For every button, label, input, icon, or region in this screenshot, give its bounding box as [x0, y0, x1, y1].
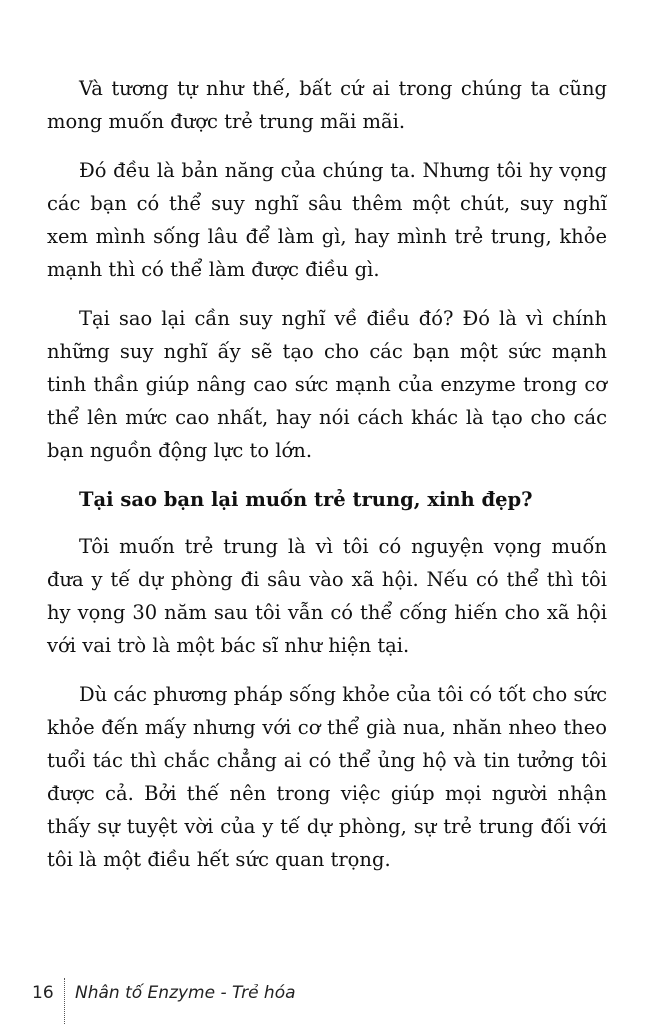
book-title: Nhân tố Enzyme - Trẻ hóa — [75, 983, 296, 1003]
paragraph-5: Dù các phương pháp sống khỏe của tôi có tốt cho sức khỏe đến mấy nhưng với cơ thể già nua, nhăn nheo theo tuổi tác thì chắc chẳng ai có thể ủng hộ và tin tưởng tôi được cả. Bởi thế nên trong việc giúp mọi người nhận thấy sự tuyệt vời của y tế dự phòng, sự trẻ trung đối với tôi là một điều hết sức quan trọng. — [47, 683, 607, 871]
paragraph-3: Tại sao lại cần suy nghĩ về điều đó? Đó là vì chính những suy nghĩ ấy sẽ tạo cho các bạn một sức mạnh tinh thần giúp nâng cao sức mạnh của enzyme trong cơ thể lên mức cao nhất, hay nói cách khác là tạo cho các bạn nguồn động lực to lớn. — [47, 307, 607, 462]
body-text — [47, 72, 607, 892]
section-heading: Tại sao bạn lại muốn trẻ trung, xinh đẹp? — [79, 488, 533, 511]
paragraph-2: Đó đều là bản năng của chúng ta. Nhưng tôi hy vọng các bạn có thể suy nghĩ sâu thêm một chút, suy nghĩ xem mình sống lâu để làm gì, hay mình trẻ trung, khỏe mạnh thì có thể làm được điều gì. — [47, 159, 607, 281]
paragraph-1: Và tương tự như thế, bất cứ ai trong chúng ta cũng mong muốn được trẻ trung mãi mãi. — [47, 77, 607, 133]
page-number: 16 — [32, 983, 54, 1003]
footer-divider — [64, 978, 65, 1024]
paragraph-4: Tôi muốn trẻ trung là vì tôi có nguyện vọng muốn đưa y tế dự phòng đi sâu vào xã hội. Nếu có thể thì tôi hy vọng 30 năm sau tôi vẫn có thể cống hiến cho xã hội với vai trò là một bác sĩ như hiện tại. — [47, 535, 607, 657]
page-footer — [32, 978, 296, 1008]
